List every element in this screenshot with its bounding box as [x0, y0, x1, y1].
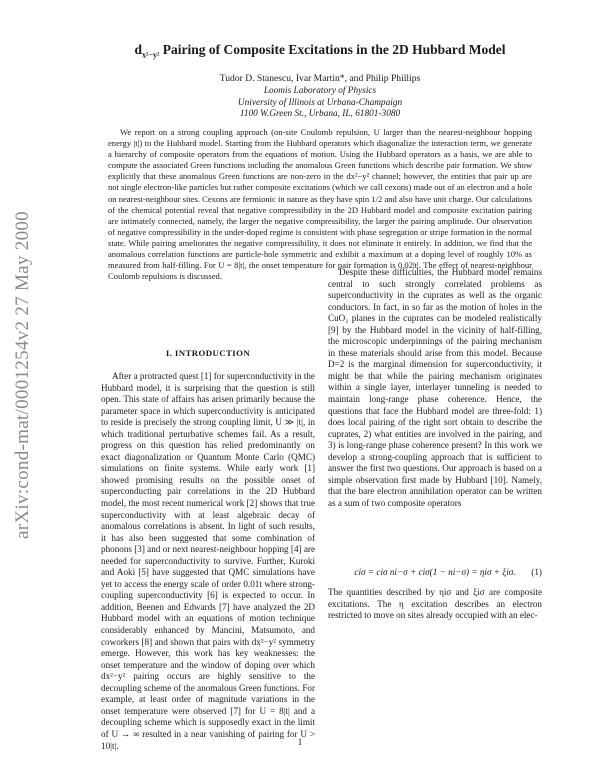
affiliation-university: University of Illinois at Urbana-Champaign	[237, 97, 403, 108]
intro-paragraph-1: After a protracted quest [1] for superconductivity in the Hubbard model, it is surprising that the question is still open. This state of affairs has arisen primarily because the parameter space in which superconductivity is anticipated to reside is precisely the strong coupling limit, U ≫ |t|, in which traditional perturbative schemes fail. As a result, progress on this question has relied predominantly on exact diagonalization or Quantum Monte Carlo (QMC) simulations on finite systems. While early work [1] showed promising results on the possible onset of superconducting pair correlations in the 2D Hubbard model, the most recent numerical work [2] shows that true superconductivity with at least algebraic decay of anomalous correlations is absent. In light of such results, it has also been suggested that some combination of phonons [3] and or next nearest-neighbour hopping [4] are needed for superconductivity to survive. Further, Kuroki and Aoki [5] have suggested that QMC simulations have yet to access the energy scale of order 0.01t where strong-coupling superconductivity [6] is expected to occur. In addition, Beenen and Edwards [7] have analyzed the 2D Hubbard model with an equations of motion technique considerably enhanced by Mancini, Matsumoto, and coworkers [8] and shown that pairs with dx²−y² symmetry emerge. However, this work has key weaknesses: the onset temperature and the window of doping over which dx²−y² pairing occurs are highly sensitive to the decoupling scheme of the anomalous Green functions. For example, at least order of magnitude variations in the onset temperature were observed [7] for U = 8|t| and a decoupling scheme which is supposedly exact in the limit of U → ∞ resulted in a near vanishing of pairing for U > 10|t|.	[101, 371, 315, 751]
equation-number: (1)	[531, 567, 542, 577]
right-column-after-equation	[328, 587, 542, 622]
title-subscript: x²−y²	[142, 50, 160, 60]
title-main: Pairing of Composite Excitations in the 2D Hubbard Model	[159, 42, 506, 57]
affiliation-lab: Loomis Laboratory of Physics	[263, 86, 377, 96]
abstract: We report on a strong coupling approach (on-site Coulomb repulsion, U larger than the nearest-neighbour hopping energy |t|) to the Hubbard model. Starting from the Hubbard operators which diagonalize the interaction term, we generate a hierarchy of composite operators from the equations of motion. Using the Hubbard operators as a basis, we are able to compute the associated Green functions including the anomalous Green functions which describe pair formation. We show explicitly that these anomalous Green functions are non-zero in the dx²−y² channel; however, the entities that pair up are not single electron-like particles but rather composite excitations (which we call cexons) made out of an electron and a hole on nearest-neighbour sites. Cexons are fermionic in nature as they have spin 1/2 and also have unit charge. Our calculations of the chemical potential reveal that negative compressibility in the 2D Hubbard model and composite excitation pairing are intimately connected, namely, the larger the negative compressibility, the larger the pairing amplitude. Our observation of negative compressibility in the under-doped regime is consistent with phase segregation or stripe formation in the normal state. While pairing ameliorates the negative compressibility, it does not eliminate it entirely. In addition, we find that the anomalous correlation functions are particle-hole symmetric and exhibit a maximum at a doping level of roughly 10% as measured from half-filling. For U = 8|t|, the onset temperature for pair formation is 0.02|t|. The effect of nearest-neighbour Coulomb repulsions is discussed.	[108, 127, 532, 282]
intro-paragraph-2: Despite these difficulties, the Hubbard model remains central to such strongly correlated problems as superconductivity in the cuprates as well as the organic conductors. In fact, in so far as the motion of holes in the CuO₂ planes in the cuprates can be modeled realistically [9] by the Hubbard model in the vicinity of half-filling, the microscopic underpinnings of the pairing mechanism in these materials should arise from this model. Because D=2 is the marginal dimension for superconductivity, it might be that while the pairing mechanism originates within a single layer, interlayer tunneling is needed to maintain long-range phase coherence. Hence, the questions that face the Hubbard model are three-fold: 1) does local pairing of the right sort obtain to describe the cuprates, 2) what entities are involved in the pairing, and 3) is long-range phase coherence present? In this work we develop a strong-coupling approach that is sufficient to answer the first two questions. Our approach is based on a simple observation first made by Hubbard [10]. Namely, that the bare electron annihilation operator can be written as a sum of two composite operators	[328, 267, 542, 508]
title-prefix: d	[134, 42, 142, 57]
left-column	[101, 371, 315, 752]
equation-1	[328, 567, 542, 581]
paper-title	[60, 42, 580, 60]
section-heading-introduction: I. INTRODUCTION	[165, 348, 251, 358]
affiliation	[60, 86, 580, 121]
arxiv-sidebar	[6, 140, 40, 610]
intro-paragraph-3: The quantities described by ηiσ and ξiσ are composite excitations. The η excitation describes an electron restricted to move on sites already occupied with an elec-	[328, 587, 542, 621]
equation-body: ciσ = ciσ ni−σ + ciσ(1 − ni−σ) = ηiσ + ξiσ.	[354, 567, 516, 577]
author-list: Tudor D. Stanescu, Ivar Martin*, and Philip Phillips	[219, 73, 421, 84]
page-number: 1	[297, 738, 303, 748]
right-column	[328, 267, 542, 509]
arxiv-identifier: arXiv:cond-mat/0001254v2 27 May 2000	[12, 211, 33, 539]
affiliation-address: 1100 W.Green St., Urbana, IL, 61801-3080	[239, 109, 401, 119]
